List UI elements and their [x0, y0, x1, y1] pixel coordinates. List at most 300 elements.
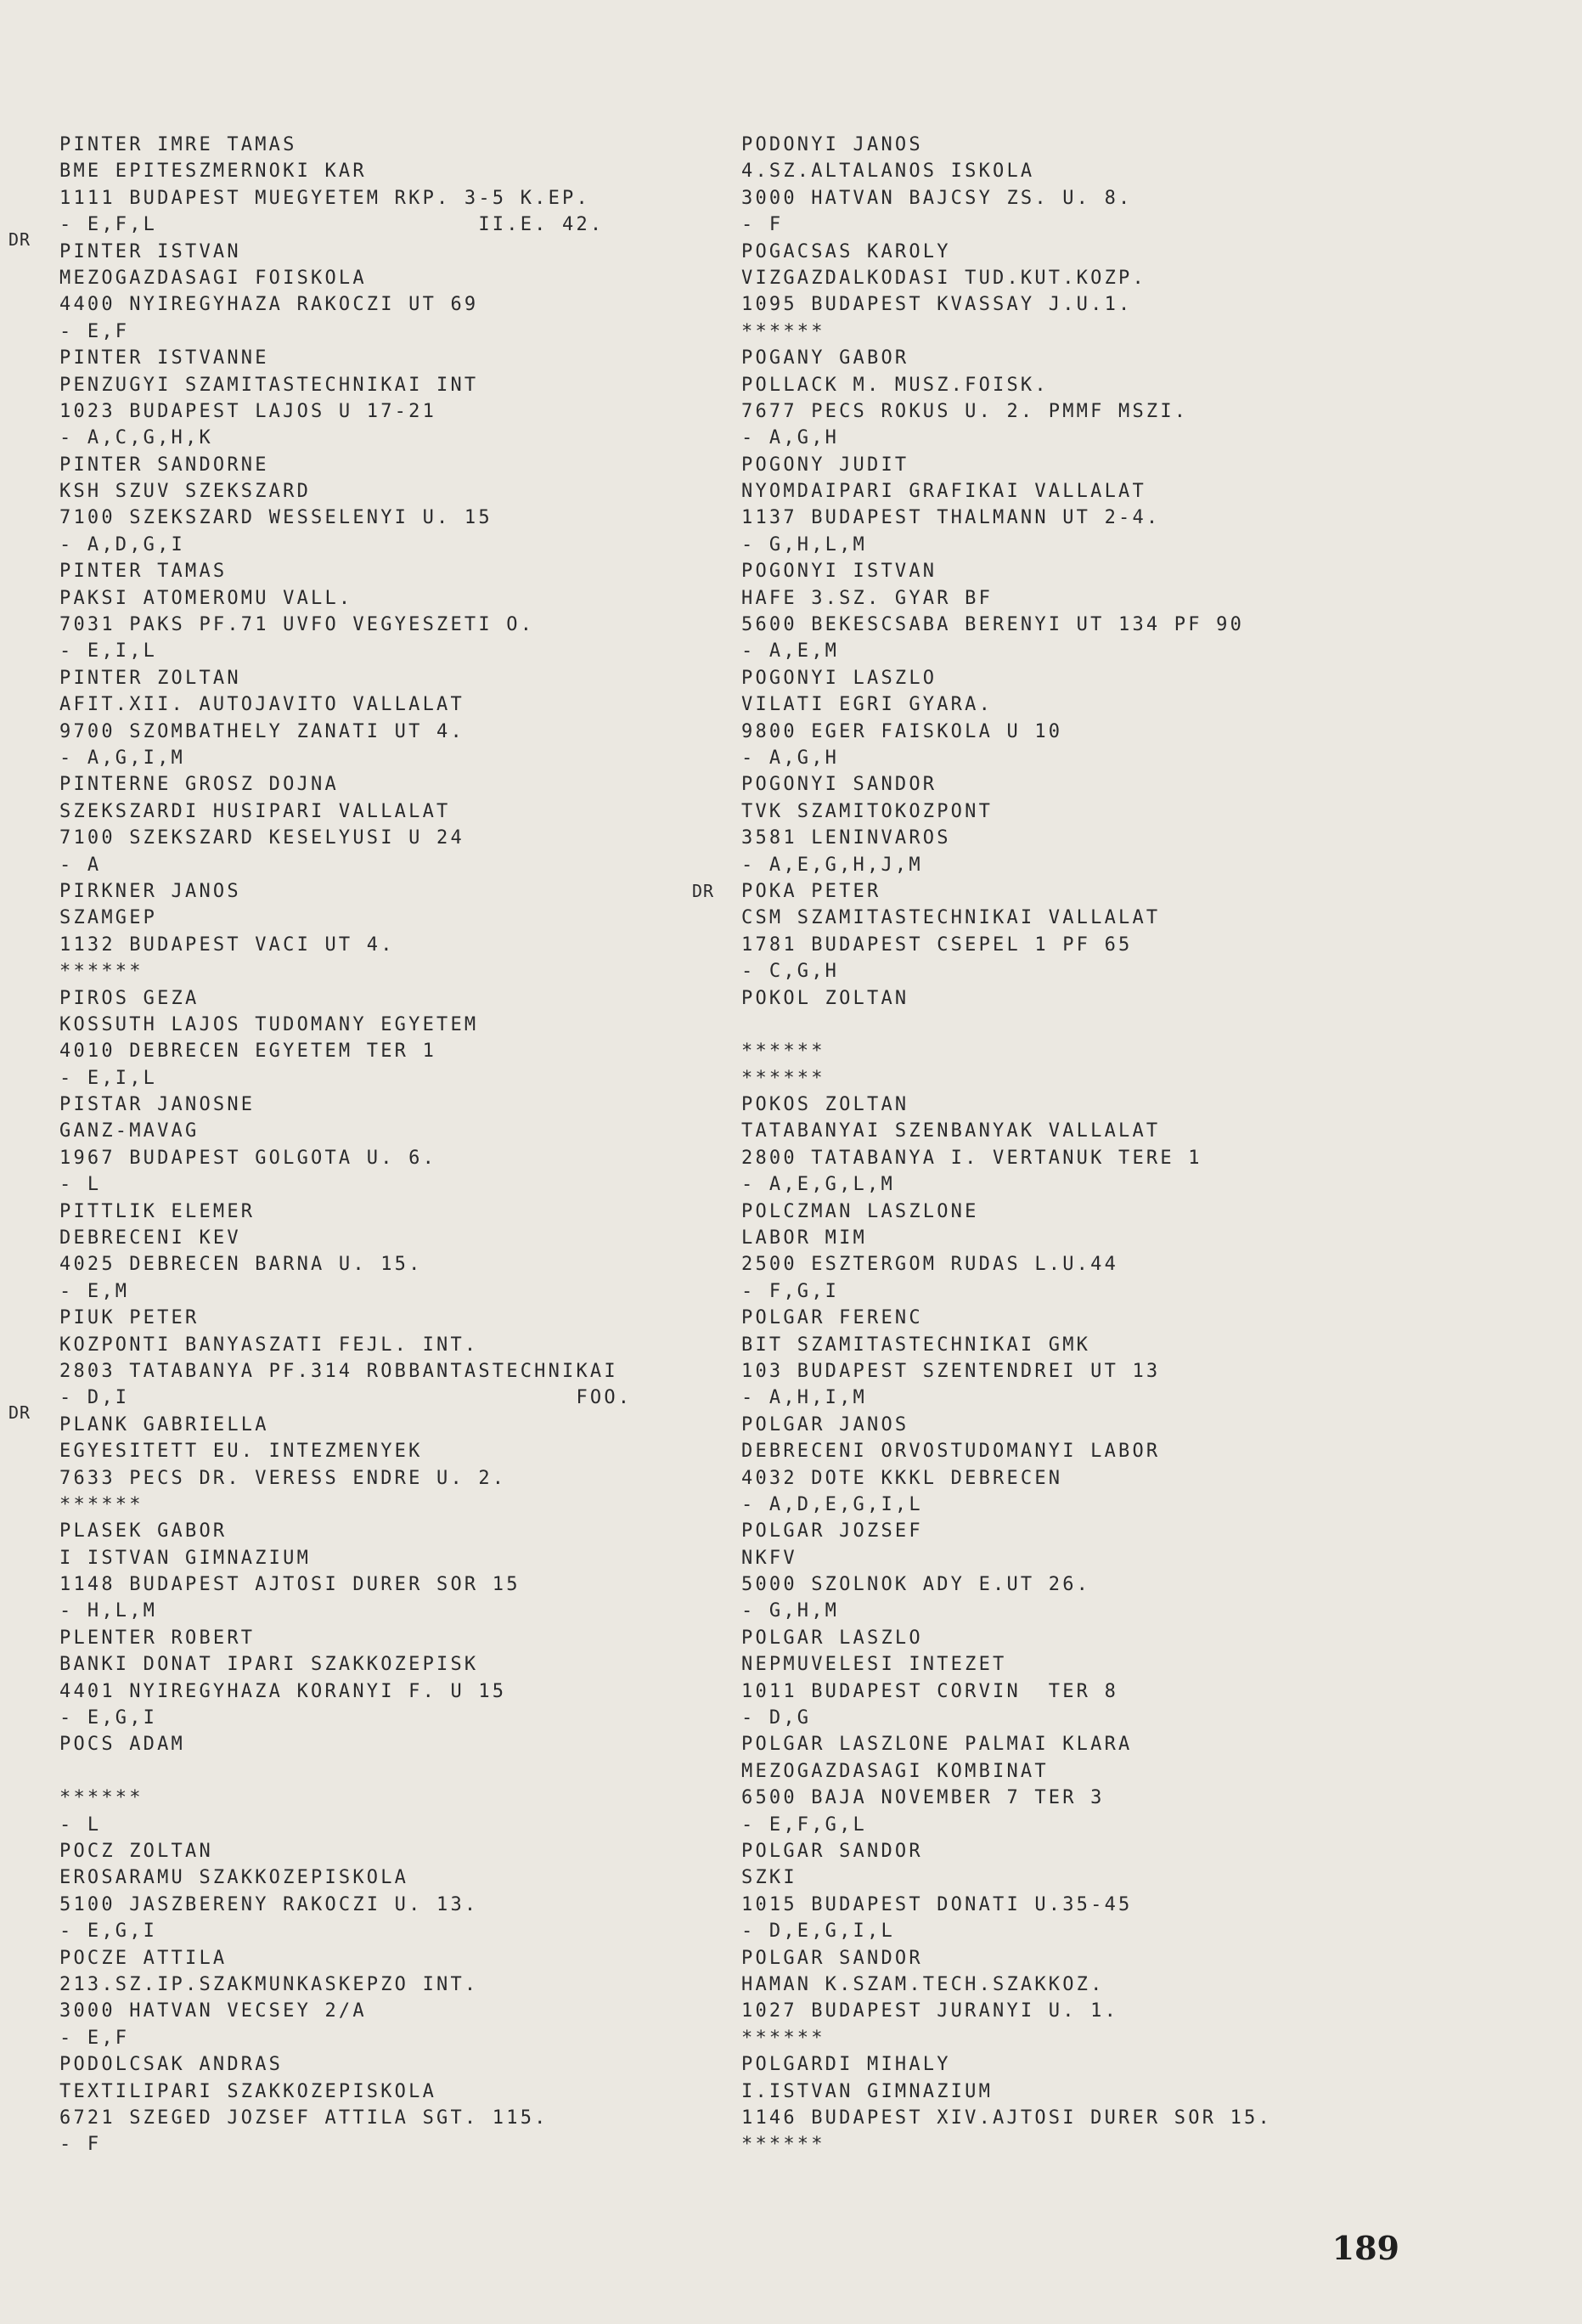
directory-line [59, 745, 739, 771]
directory-line [59, 1945, 739, 1971]
line-text: 1015 BUDAPEST DONATI U.35-45 [741, 1893, 1133, 1915]
directory-line [59, 1465, 739, 1492]
line-text: SZEKSZARDI HUSIPARI VALLALAT [59, 800, 451, 822]
directory-line [741, 612, 1531, 638]
directory-line [59, 558, 739, 584]
line-text: KSH SZUV SZEKSZARD [59, 481, 312, 503]
line-text: ****** [741, 320, 825, 342]
directory-line [59, 1518, 739, 1544]
line-text: MEZOGAZDASAGI KOMBINAT [741, 1760, 1049, 1782]
line-text: 1132 BUDAPEST VACI UT 4. [59, 934, 395, 956]
line-text: KOZPONTI BANYASZATI FEJL. INT. [59, 1334, 479, 1356]
directory-line [741, 1065, 1531, 1091]
directory-line [59, 398, 739, 425]
line-text: AFIT.XII. AUTOJAVITO VALLALAT [59, 694, 464, 716]
line-text: PINTER ISTVANNE [59, 347, 269, 369]
directory-line [741, 1438, 1531, 1464]
directory-line [8, 1402, 739, 1438]
line-text: PINTER SANDORNE [59, 454, 269, 476]
line-text: ****** [59, 1493, 144, 1515]
line-text: POGONY JUDIT [741, 454, 909, 476]
directory-line [741, 1812, 1531, 1838]
line-text: - E,I,L [59, 1067, 158, 1089]
directory-line [741, 1545, 1531, 1571]
directory-line [741, 132, 1531, 158]
directory-line [59, 1171, 739, 1198]
directory-line [741, 1412, 1531, 1438]
directory-line [741, 1892, 1531, 1918]
directory-line [59, 1545, 739, 1571]
directory-line [59, 771, 739, 798]
line-text: 3581 LENINVAROS [741, 827, 951, 849]
line-text: 6500 BAJA NOVEMBER 7 TER 3 [741, 1787, 1105, 1809]
directory-line [741, 1145, 1531, 1171]
directory-line [741, 291, 1531, 318]
line-text: I ISTVAN GIMNAZIUM [59, 1547, 312, 1569]
directory-line [741, 265, 1531, 291]
directory-line [741, 532, 1531, 558]
directory-line [59, 1998, 739, 2024]
line-text: ****** [741, 1041, 825, 1063]
line-text: - F [59, 2134, 102, 2156]
directory-line [59, 185, 739, 212]
line-text: 1111 BUDAPEST MUEGYETEM RKP. 3-5 K.EP. [59, 187, 590, 209]
line-text: POLGAR JANOS [741, 1413, 909, 1436]
line-text: ****** [741, 2027, 825, 2049]
line-text: - A,E,G,L,M [741, 1174, 895, 1196]
line-text: PLANK GABRIELLA [59, 1413, 269, 1436]
line-text: POLGAR JOZSEF [741, 1520, 923, 1543]
directory-line [59, 905, 739, 931]
directory-line [741, 1251, 1531, 1278]
directory-line [59, 212, 739, 238]
directory-line [741, 771, 1531, 798]
line-text: PLENTER ROBERT [59, 1627, 256, 1649]
directory-line [59, 1705, 739, 1731]
directory-line [59, 585, 739, 612]
line-text: - D,G [741, 1707, 812, 1729]
directory-line [59, 958, 739, 984]
directory-line [59, 2079, 739, 2105]
line-text: - E,F,G,L [741, 1814, 868, 1836]
line-text: - A,G,I,M [59, 747, 186, 769]
directory-line [59, 825, 739, 851]
line-text: 7100 SZEKSZARD KESELYUSI U 24 [59, 827, 464, 849]
directory-line [59, 1251, 739, 1278]
directory-line [59, 1838, 739, 1864]
directory-line [741, 1038, 1531, 1064]
line-text: POGANY GABOR [741, 347, 909, 369]
directory-line [59, 132, 739, 158]
directory-line [59, 345, 739, 371]
directory-line [741, 1518, 1531, 1544]
line-text: ****** [741, 2134, 825, 2156]
directory-line [59, 1598, 739, 1624]
line-text: 3000 HATVAN VECSEY 2/A [59, 2000, 367, 2022]
directory-line [59, 1332, 739, 1358]
directory-line [741, 1864, 1531, 1891]
directory-line [741, 2079, 1531, 2105]
line-text: - D,E,G,I,L [741, 1921, 895, 1943]
line-text: - A,G,H [741, 427, 840, 449]
directory-line [741, 1598, 1531, 1624]
line-text: SZAMGEP [59, 907, 158, 929]
line-text: - G,H,L,M [741, 533, 868, 556]
line-text: BIT SZAMITASTECHNIKAI GMK [741, 1334, 1091, 1356]
directory-line [59, 1651, 739, 1678]
directory-line [59, 265, 739, 291]
directory-line [741, 372, 1531, 398]
line-text: POGONYI ISTVAN [741, 561, 937, 583]
directory-line [741, 1492, 1531, 1518]
directory-line [741, 1571, 1531, 1598]
directory-line [741, 1358, 1531, 1385]
directory-line [59, 425, 739, 451]
directory-line [741, 1332, 1531, 1358]
line-text: 1011 BUDAPEST CORVIN TER 8 [741, 1680, 1119, 1702]
directory-line [741, 798, 1531, 825]
directory-line [741, 1091, 1531, 1118]
line-text: TVK SZAMITOKOZPONT [741, 800, 994, 822]
directory-line [741, 905, 1531, 931]
directory-line [741, 1012, 1531, 1038]
line-text: NEPMUVELESI INTEZET [741, 1654, 1007, 1676]
directory-line [59, 932, 739, 958]
line-text: 1148 BUDAPEST AJTOSI DURER SOR 15 [59, 1574, 521, 1596]
line-text: POLCZMAN LASZLONE [741, 1200, 979, 1222]
directory-line [741, 958, 1531, 984]
line-text: POKOL ZOLTAN [741, 987, 909, 1009]
title-prefix: DR [692, 880, 715, 901]
line-text: PLASEK GABOR [59, 1520, 228, 1543]
directory-line [741, 1731, 1531, 1757]
directory-line [741, 719, 1531, 745]
title-prefix: DR [8, 1402, 31, 1423]
line-text: MEZOGAZDASAGI FOISKOLA [59, 267, 367, 289]
line-text: 7031 PAKS PF.71 UVFO VEGYESZETI O. [59, 614, 535, 636]
line-text: NYOMDAIPARI GRAFIKAI VALLALAT [741, 481, 1146, 503]
directory-line [59, 2105, 739, 2131]
line-text: ****** [59, 1787, 144, 1809]
directory-line [741, 1385, 1531, 1411]
line-text: - E,G,I [59, 1707, 158, 1729]
line-text: 1023 BUDAPEST LAJOS U 17-21 [59, 400, 437, 422]
line-text: POKA PETER [741, 880, 881, 902]
directory-line [59, 1731, 739, 1757]
line-text: 213.SZ.IP.SZAKMUNKASKEPZO INT. [59, 1973, 479, 1995]
line-text: POKOS ZOLTAN [741, 1094, 909, 1116]
line-text: TATABANYAI SZENBANYAK VALLALAT [741, 1120, 1161, 1142]
directory-line [59, 1305, 739, 1331]
directory-line [741, 1278, 1531, 1305]
directory-line [59, 1091, 739, 1118]
directory-line [59, 612, 739, 638]
directory-line [741, 1199, 1531, 1225]
line-text: - A [59, 854, 102, 876]
directory-line [741, 638, 1531, 664]
line-text: PISTAR JANOSNE [59, 1094, 256, 1116]
line-text: PITTLIK ELEMER [59, 1200, 256, 1222]
line-text: - D,I FOO. [59, 1387, 633, 1409]
directory-line [741, 1305, 1531, 1331]
directory-line [741, 665, 1531, 691]
directory-line [59, 158, 739, 184]
line-text: NKFV [741, 1547, 797, 1569]
line-text: SZKI [741, 1867, 797, 1889]
directory-line [59, 1225, 739, 1251]
directory-line [741, 932, 1531, 958]
line-text: 1137 BUDAPEST THALMANN UT 2-4. [741, 507, 1161, 529]
line-text: I.ISTVAN GIMNAZIUM [741, 2080, 994, 2102]
line-text: ****** [59, 961, 144, 983]
line-text: PIUK PETER [59, 1307, 200, 1329]
line-text: - L [59, 1174, 102, 1196]
line-text: VILATI EGRI GYARA. [741, 694, 994, 716]
directory-line [59, 1278, 739, 1305]
line-text: LABOR MIM [741, 1227, 868, 1249]
directory-line [59, 2051, 739, 2078]
directory-line [59, 372, 739, 398]
directory-line [741, 185, 1531, 212]
directory-column-right [692, 132, 1531, 2158]
directory-line [59, 665, 739, 691]
directory-line [741, 1945, 1531, 1971]
line-text: 4401 NYIREGYHAZA KORANYI F. U 15 [59, 1680, 507, 1702]
line-text: BANKI DONAT IPARI SZAKKOZEPISK [59, 1654, 479, 1676]
line-text: - A,E,M [741, 640, 840, 663]
directory-line [741, 691, 1531, 718]
directory-line [59, 878, 739, 905]
directory-line [741, 585, 1531, 612]
line-text: - A,D,E,G,I,L [741, 1493, 923, 1515]
line-text: VIZGAZDALKODASI TUD.KUT.KOZP. [741, 267, 1146, 289]
directory-line [741, 1758, 1531, 1785]
line-text: 2803 TATABANYA PF.314 ROBBANTASTECHNIKAI [59, 1360, 618, 1382]
line-text: 1146 BUDAPEST XIV.AJTOSI DURER SOR 15. [741, 2107, 1272, 2129]
line-text: 9700 SZOMBATHELY ZANATI UT 4. [59, 720, 464, 742]
directory-line [59, 1438, 739, 1464]
line-text: PINTER ISTVAN [59, 240, 241, 262]
directory-line [741, 345, 1531, 371]
line-text: 4.SZ.ALTALANOS ISKOLA [741, 161, 1035, 183]
directory-line [59, 1758, 739, 1785]
line-text: POLGAR LASZLO [741, 1627, 923, 1649]
line-text: POCZE ATTILA [59, 1947, 228, 1969]
directory-line [741, 1785, 1531, 1811]
line-text: POLGARDI MIHALY [741, 2054, 951, 2076]
directory-line [59, 1678, 739, 1705]
directory-line [59, 852, 739, 878]
line-text: HAMAN K.SZAM.TECH.SZAKKOZ. [741, 1973, 1105, 1995]
line-text: 1095 BUDAPEST KVASSAY J.U.1. [741, 294, 1133, 316]
directory-line [59, 798, 739, 825]
directory-line [59, 2131, 739, 2158]
directory-line [59, 1892, 739, 1918]
line-text: 4025 DEBRECEN BARNA U. 15. [59, 1254, 423, 1276]
line-text: - A,G,H [741, 747, 840, 769]
directory-line [59, 1118, 739, 1144]
line-text: 103 BUDAPEST SZENTENDREI UT 13 [741, 1360, 1161, 1382]
directory-line [59, 291, 739, 318]
line-text: POGONYI LASZLO [741, 667, 937, 689]
line-text: 7677 PECS ROKUS U. 2. PMMF MSZI. [741, 400, 1189, 422]
line-text: 2800 TATABANYA I. VERTANUK TERE 1 [741, 1147, 1202, 1169]
directory-line [741, 212, 1531, 238]
directory-line [741, 2105, 1531, 2131]
line-text: - A,H,I,M [741, 1387, 868, 1409]
line-text: 7100 SZEKSZARD WESSELENYI U. 15 [59, 507, 493, 529]
directory-line [59, 319, 739, 345]
line-text: - A,E,G,H,J,M [741, 854, 923, 876]
line-text: 6721 SZEGED JOZSEF ATTILA SGT. 115. [59, 2107, 549, 2129]
directory-line [741, 1918, 1531, 1944]
line-text: POLGAR SANDOR [741, 1841, 923, 1862]
line-text: 1967 BUDAPEST GOLGOTA U. 6. [59, 1147, 437, 1169]
directory-line [741, 1651, 1531, 1678]
directory-line [741, 1625, 1531, 1651]
line-text: - F,G,I [741, 1280, 840, 1302]
line-text: POGONYI SANDOR [741, 774, 937, 796]
line-text: CSM SZAMITASTECHNIKAI VALLALAT [741, 907, 1161, 929]
directory-line [692, 878, 1531, 905]
line-text: 1027 BUDAPEST JURANYI U. 1. [741, 2000, 1119, 2022]
directory-line [741, 1705, 1531, 1731]
line-text: POLGAR FERENC [741, 1307, 923, 1329]
line-text: 4032 DOTE KKKL DEBRECEN [741, 1467, 1063, 1489]
line-text: - E,G,I [59, 1921, 158, 1943]
directory-line [741, 1171, 1531, 1198]
line-text: POCZ ZOLTAN [59, 1841, 213, 1862]
directory-line [741, 1678, 1531, 1705]
directory-line [59, 1065, 739, 1091]
directory-line [59, 1864, 739, 1891]
line-text: - E,M [59, 1280, 130, 1302]
line-text: PINTER TAMAS [59, 561, 228, 583]
directory-line [741, 452, 1531, 478]
line-text: PENZUGYI SZAMITASTECHNIKAI INT [59, 374, 479, 396]
directory-line [59, 1571, 739, 1598]
directory-line [59, 1012, 739, 1038]
line-text: - E,F [59, 2027, 130, 2049]
line-text: EROSARAMU SZAKKOZEPISKOLA [59, 1867, 409, 1889]
line-text: PIROS GEZA [59, 987, 200, 1009]
line-text: 2500 ESZTERGOM RUDAS L.U.44 [741, 1254, 1119, 1276]
directory-line [741, 319, 1531, 345]
directory-line [741, 505, 1531, 531]
directory-line [59, 1785, 739, 1811]
directory-line [59, 719, 739, 745]
line-text: POLGAR LASZLONE PALMAI KLARA [741, 1734, 1133, 1756]
line-text: - H,L,M [59, 1600, 158, 1622]
line-text: PODOLCSAK ANDRAS [59, 2054, 284, 2076]
line-text: PIRKNER JANOS [59, 880, 241, 902]
line-text: PAKSI ATOMEROMU VALL. [59, 587, 353, 609]
directory-line [59, 2025, 739, 2051]
directory-line [741, 2131, 1531, 2158]
directory-line [59, 532, 739, 558]
line-text: PINTER ZOLTAN [59, 667, 241, 689]
line-text: EGYESITETT EU. INTEZMENYEK [59, 1441, 423, 1463]
line-text: POLLACK M. MUSZ.FOISK. [741, 374, 1049, 396]
line-text: - E,I,L [59, 640, 158, 663]
directory-line [741, 239, 1531, 265]
directory-line [59, 1145, 739, 1171]
directory-line [741, 425, 1531, 451]
line-text: 5600 BEKESCSABA BERENYI UT 134 PF 90 [741, 614, 1245, 636]
directory-line [59, 1918, 739, 1944]
directory-line [59, 1358, 739, 1385]
directory-line [741, 1465, 1531, 1492]
line-text: GANZ-MAVAG [59, 1120, 200, 1142]
directory-line [741, 1838, 1531, 1864]
directory-line [741, 825, 1531, 851]
directory-line [741, 985, 1531, 1012]
line-text: 3000 HATVAN BAJCSY ZS. U. 8. [741, 187, 1133, 209]
line-text: 4400 NYIREGYHAZA RAKOCZI UT 69 [59, 294, 479, 316]
directory-line [741, 158, 1531, 184]
directory-line [741, 1225, 1531, 1251]
line-text: - E,F,L II.E. 42. [59, 214, 605, 236]
line-text: - G,H,M [741, 1600, 840, 1622]
directory-line [741, 1971, 1531, 1998]
directory-line [59, 985, 739, 1012]
line-text: 5000 SZOLNOK ADY E.UT 26. [741, 1574, 1091, 1596]
line-text: - C,G,H [741, 961, 840, 983]
line-text: - L [59, 1814, 102, 1836]
line-text: 5100 JASZBERENY RAKOCZI U. 13. [59, 1893, 479, 1915]
line-text: HAFE 3.SZ. GYAR BF [741, 587, 994, 609]
directory-line [741, 2051, 1531, 2078]
directory-line [59, 1625, 739, 1651]
directory-line [59, 505, 739, 531]
directory-line [59, 478, 739, 505]
line-text: 4010 DEBRECEN EGYETEM TER 1 [59, 1041, 437, 1063]
directory-line [59, 452, 739, 478]
directory-line [741, 478, 1531, 505]
line-text: DEBRECENI ORVOSTUDOMANYI LABOR [741, 1441, 1161, 1463]
line-text: PODONYI JANOS [741, 134, 923, 155]
directory-line [8, 228, 739, 265]
line-text: 7633 PECS DR. VERESS ENDRE U. 2. [59, 1467, 507, 1489]
line-text: - F [741, 214, 784, 236]
line-text: POGACSAS KAROLY [741, 240, 951, 262]
line-text: - A,D,G,I [59, 533, 186, 556]
directory-line [59, 1385, 739, 1411]
line-text: - A,C,G,H,K [59, 427, 213, 449]
directory-line [741, 852, 1531, 878]
directory-line [741, 398, 1531, 425]
line-text: POCS ADAM [59, 1734, 186, 1756]
directory-line [741, 2025, 1531, 2051]
line-text: BME EPITESZMERNOKI KAR [59, 161, 367, 183]
directory-line [741, 558, 1531, 584]
line-text: TEXTILIPARI SZAKKOZEPISKOLA [59, 2080, 437, 2102]
line-text: 9800 EGER FAISKOLA U 10 [741, 720, 1063, 742]
directory-line [741, 1998, 1531, 2024]
directory-line [59, 1971, 739, 1998]
line-text: DEBRECENI KEV [59, 1227, 241, 1249]
line-text: ****** [741, 1067, 825, 1089]
directory-line [59, 1812, 739, 1838]
line-text: PINTERNE GROSZ DOJNA [59, 774, 339, 796]
directory-line [59, 638, 739, 664]
line-text: 1781 BUDAPEST CSEPEL 1 PF 65 [741, 934, 1133, 956]
line-text: KOSSUTH LAJOS TUDOMANY EGYETEM [59, 1013, 479, 1035]
line-text: POLGAR SANDOR [741, 1947, 923, 1969]
directory-line [741, 1118, 1531, 1144]
page-number: 189 [1331, 2229, 1399, 2267]
directory-line [59, 1199, 739, 1225]
